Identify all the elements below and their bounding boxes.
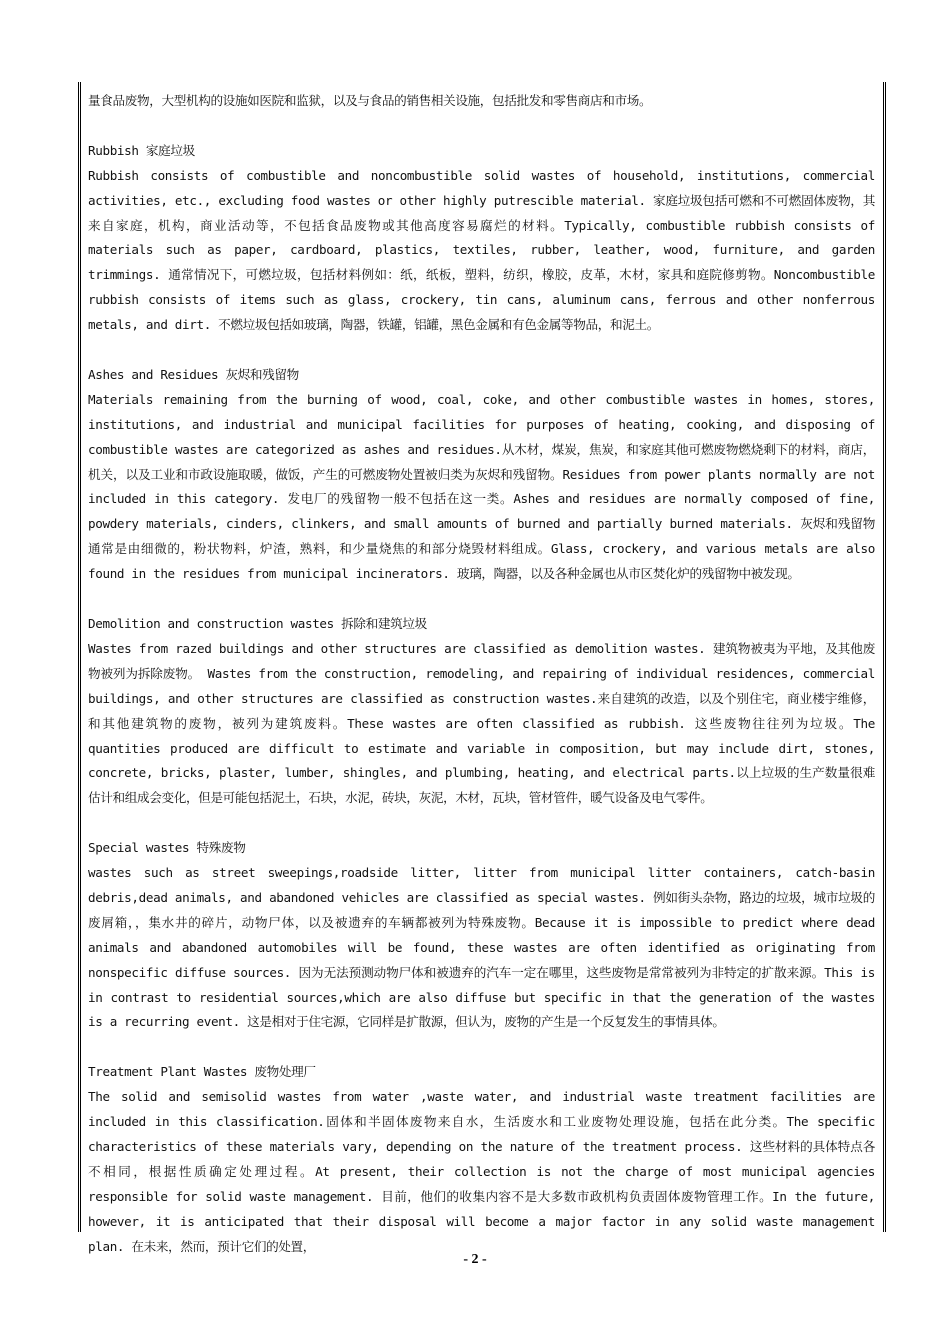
section-body-treatment: The solid and semisolid wastes from water ,waste water, and industrial waste treatment facilities are included in this classification.固体和半固体废物来自水，生活废水和工业废物处理设施，包括在此分类。The specific characteristics of these materials vary, depending on the nature of the treatment process. 这些材料的具体特点各不相同，根据性质确定处理过程。At present, their collection is not the charge of most municipal agencies responsible for solid waste management. 目前，他们的收集内容不是大多数市政机构负责固体废物管理工作。In the future, however, it is anticipated that their disposal will become a major factor in any solid waste management plan. 在未来，然而，预计它们的处置， [88, 1089, 875, 1254]
section-heading-treatment: Treatment Plant Wastes 废物处理厂 [88, 1064, 316, 1080]
section-body-special: wastes such as street sweepings,roadside litter, litter from municipal litter containers, catch-basin debris,dead animals, and abandoned vehicles are classified as special wastes. 例如街头杂物，路边的垃圾，城市垃圾的废屑箱，，集水井的碎片，动物尸体，以及被遗弃的车辆都被列为特殊废物。Because it is impossible to predict where dead animals and abandoned automobiles will be found, these wastes are often identified as originating from nonspecific diffuse sources. 因为无法预测动物尸体和被遗弃的汽车一定在哪里，这些废物是常常被列为非特定的扩散来源。This is in contrast to residential sources,which are also diffuse but specific in that the generation of the wastes is a recurring event. 这是相对于住宅源，它同样是扩散源，但认为，废物的产生是一个反复发生的事情具体。 [88, 865, 875, 1030]
section-heading-special: Special wastes 特殊废物 [88, 840, 246, 856]
section-heading-ashes: Ashes and Residues 灰烬和残留物 [88, 366, 299, 382]
paragraph-gap [88, 338, 875, 363]
section-body-ashes: Materials remaining from the burning of wood, coal, coke, and other combustible wastes in homes, stores, institutions, and industrial and municipal facilities for purposes of heating, cooking, and disposing of combustible wastes are categorized as ashes and residues.从木材，煤炭，焦炭，和家庭其他可燃废物燃烧剩下的材料，商店，机关，以及工业和市政设施取暖，做饭，产生的可燃废物处置被归类为灰烬和残留物。Residues from power plants normally are not included in this category. 发电厂的残留物一般不包括在这一类。Ashes and residues are normally composed of fine, powdery materials, cinders, clinkers, and small amounts of burned and partially burned materials. 灰烬和残留物通常是由细微的，粉状物料，炉渣，熟料，和少量烧焦的和部分烧毁材料组成。Glass, crockery, and various metals are also found in the residues from municipal incinerators. 玻璃，陶器，以及各种金属也从市区焚化炉的残留物中被发现。 [88, 391, 875, 582]
section-body-demolition: Wastes from razed buildings and other structures are classified as demolition wastes. 建筑物被夷为平地，及其他废物被列为拆除废物。 Wastes from the construction, remodeling, and repairing of individual residences, commercial buildings, and other structures are classified as construction wastes.来自建筑的改造，以及个别住宅，商业楼宇维修，和其他建筑物的废物，被列为建筑废料。These wastes are often classified as rubbish. 这些废物往往列为垃圾。The quantities produced are difficult to estimate and variable in composition, but may include dirt, stones, concrete, bricks, plaster, lumber, shingles, and plumbing, heating, and electrical parts.以上垃圾的生产数量很难估计和组成会变化，但是可能包括泥土，石块，水泥，砖块，灰泥，木材，瓦块，管材管件，暖气设备及电气零件。 [88, 640, 875, 806]
intro-paragraph: 量食品废物，大型机构的设施如医院和监狱，以及与食品的销售相关设施，包括批发和零售商店和市场。 [88, 93, 652, 108]
section-body-rubbish: Rubbish consists of combustible and noncombustible solid wastes of household, institutions, commercial activities, etc., excluding food wastes or other highly putrescible material. 家庭垃圾包括可燃和不可燃固体废物，其来自家庭，机构，商业活动等，不包括食品废物或其他高度容易腐烂的材料。Typically, combustible rubbish consists of materials such as paper, cardboard, plastics, textiles, rubber, leather, wood, furniture, and garden trimmings. 通常情况下，可燃垃圾，包括材料例如：纸，纸板，塑料，纺织，橡胶，皮革，木材，家具和庭院修剪物。Noncombustible rubbish consists of items such as glass, crockery, tin cans, aluminum cans, ferrous and other nonferrous metals, and dirt. 不燃垃圾包括如玻璃，陶器，铁罐，铝罐，黑色金属和有色金属等物品，和泥土。 [88, 167, 875, 333]
paragraph-gap [88, 114, 875, 139]
paragraph-gap [88, 587, 875, 612]
section-heading-rubbish: Rubbish 家庭垃圾 [88, 142, 195, 158]
page-number: - 2 - [463, 1252, 487, 1267]
section-heading-demolition: Demolition and construction wastes 拆除和建筑垃圾 [88, 615, 427, 631]
paragraph-gap [88, 811, 875, 836]
document-body [81, 82, 883, 1260]
page-frame [78, 82, 886, 1254]
paragraph-gap [88, 1035, 875, 1060]
